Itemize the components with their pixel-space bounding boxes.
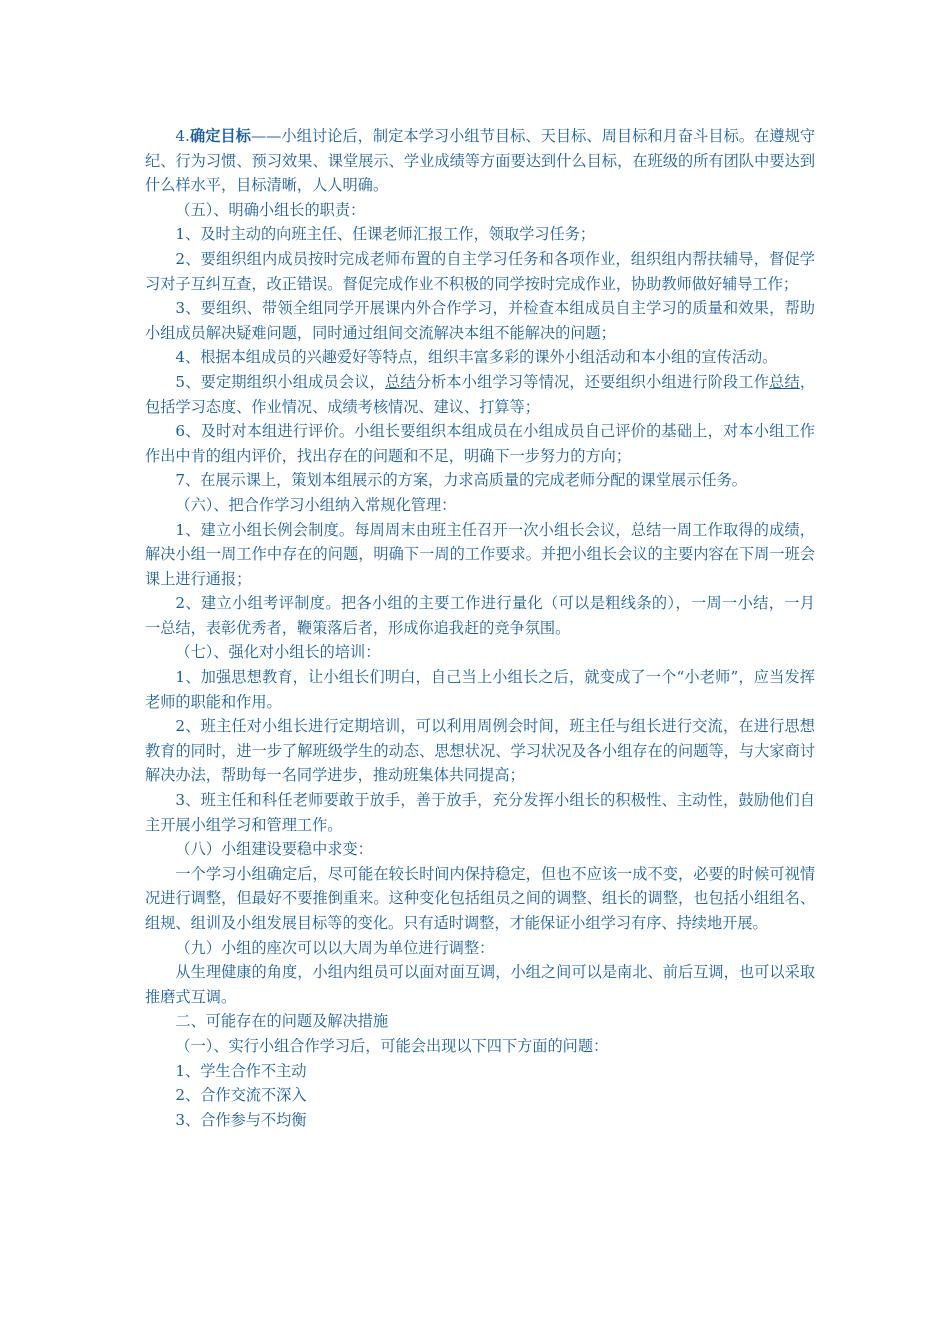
section-6-item-1: 1、建立小组长例会制度。每周周末由班主任召开一次小组长会议，总结一周工作取得的成绩，解决小组一周工作中存在的问题，明确下一周的工作要求。并把小组长会议的主要内容在下周一班会课上进行通报；: [145, 520, 815, 588]
section-6-heading: （六）、把合作学习小组纳入常规化管理：: [175, 495, 457, 514]
section-7-heading: （七）、强化对小组长的培训：: [175, 643, 381, 662]
section-9-body: 从生理健康的角度，小组内组员可以面对面互调，小组之间可以是南北、前后互调，也可以采取推磨式互调。: [145, 963, 815, 1006]
section-7-item-3: 3、班主任和科任老师要敢于放手，善于放手，充分发挥小组长的积极性、主动性，鼓励他们自主开展小组学习和管理工作。: [145, 791, 815, 834]
problem-item-2: 2、合作交流不深入: [175, 1086, 307, 1105]
section-9-heading: （九）小组的座次可以以大周为单位进行调整：: [175, 938, 495, 957]
section-5-item-6: 6、及时对本组进行评价。小组长要组织本组成员在小组成员自己评价的基础上，对本小组工作作出中肯的组内评价，找出存在的问题和不足，明确下一步努力的方向；: [145, 422, 815, 465]
goal-paragraph: [145, 124, 815, 198]
summary-link-1[interactable]: 总结: [384, 372, 416, 391]
goal-number: 4.: [175, 127, 190, 145]
section-5-item-3: 3、要组织、带领全组同学开展课内外合作学习，并检查本组成员自主学习的质量和效果，帮助小组成员解决疑难问题，同时通过组间交流解决本组不能解决的问题；: [145, 299, 815, 342]
item-5-text-a: 5、要定期组织小组成员会议，: [175, 372, 385, 391]
summary-link-2[interactable]: 总结: [769, 372, 800, 391]
section-5-item-5: [145, 370, 815, 419]
section-7-item-2: 2、班主任对小组长进行定期培训，可以利用周例会时间，班主任与组长进行交流，在进行思想教育的同时，进一步了解班级学生的动态、思想状况、学习状况及各小组存在的问题等，与大家商讨解决办法，帮助每一名同学进步，推动班集体共同提高；: [145, 717, 815, 785]
part-two-heading: 二、可能存在的问题及解决措施: [175, 1012, 389, 1031]
part-two-subheading: （一）、实行小组合作学习后，可能会出现以下四下方面的问题：: [175, 1036, 609, 1055]
section-5-item-7: 7、在展示课上，策划本组展示的方案，力求高质量的完成老师分配的课堂展示任务。: [175, 471, 747, 490]
problem-item-3: 3、合作参与不均衡: [175, 1110, 307, 1129]
document-page: [145, 124, 815, 1132]
section-6-item-2: 2、建立小组考评制度。把各小组的主要工作进行量化（可以是粗线条的），一周一小结，一月一总结，表彰优秀者，鞭策落后者，形成你追我赶的竞争氛围。: [145, 594, 815, 637]
section-5-item-1: 1、及时主动的向班主任、任课老师汇报工作，领取学习任务；: [175, 225, 596, 244]
section-5-heading: （五）、明确小组长的职责：: [175, 200, 366, 219]
goal-title: 确定目标: [189, 127, 251, 145]
goal-text: ——小组讨论后，制定本学习小组节目标、天目标、周目标和月奋斗目标。在遵规守纪、行为习惯、预习效果、课堂展示、学业成绩等方面要达到什么目标，在班级的所有团队中要达到什么样水平，目标清晰，人人明确。: [145, 127, 816, 195]
section-7-item-1: 1、加强思想教育，让小组长们明白，自己当上小组长之后，就变成了一个“小老师”，应当发挥老师的职能和作用。: [145, 668, 815, 711]
section-5-item-4: 4、根据本组成员的兴趣爱好等特点，组织丰富多彩的课外小组活动和本小组的宣传活动。: [175, 348, 778, 367]
section-5-item-2: 2、要组织组内成员按时完成老师布置的自主学习任务和各项作业，组织组内帮扶辅导，督促学习对子互纠互查，改正错误。督促完成作业不积极的同学按时完成作业，协助教师做好辅导工作；: [145, 249, 815, 293]
problem-item-1: 1、学生合作不主动: [175, 1061, 307, 1080]
item-5-text-e: ，包括学习态度、作业情况、成绩考核情况、建议、打算等；: [145, 372, 816, 416]
item-5-text-c: 分析本小组学习等情况，还要组织小组进行阶段工作: [415, 372, 770, 391]
section-8-heading: （八）小组建设要稳中求变：: [175, 840, 373, 859]
section-8-body: 一个学习小组确定后，尽可能在较长时间内保持稳定，但也不应该一成不变，必要的时候可视情况进行调整，但最好不要推倒重来。这种变化包括组员之间的调整、组长的调整，也包括小组组名、组规、组训及小组发展目标等的变化。只有适时调整，才能保证小组学习有序、持续地开展。: [145, 864, 815, 932]
